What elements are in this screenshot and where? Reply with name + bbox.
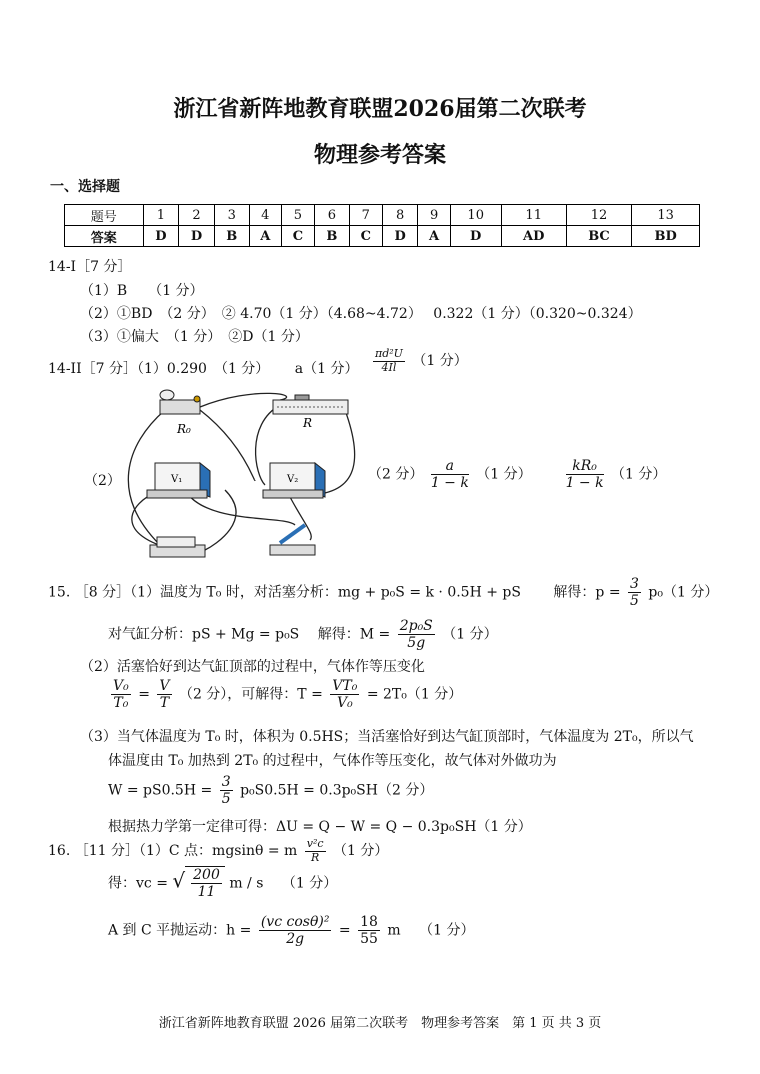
- q15-line: （3）当气体温度为 T₀ 时，体积为 0.5HS；当活塞恰好到达气缸顶部时，气体温度为 2T₀，所以气: [80, 729, 694, 745]
- document-subtitle: 物理参考答案: [313, 142, 446, 168]
- section-heading: 一、选择题: [50, 179, 120, 195]
- question-number-cell: 3: [214, 205, 249, 226]
- question-number-cell: 4: [249, 205, 281, 226]
- label-v2: V₂: [287, 474, 299, 485]
- answer-cell: D: [143, 226, 179, 247]
- answer-cell: D: [179, 226, 215, 247]
- q14i-line: （3）①偏大 （1 分） ②D（1 分）: [80, 329, 309, 345]
- q14i-line: （1）B （1 分）: [80, 283, 204, 299]
- q15-line: （2）活塞恰好到达气缸顶部的过程中，气体作等压变化: [80, 659, 425, 675]
- q15-line: 15. ［8 分］（1）温度为 T₀ 时，对活塞分析：mg + p₀S = k · 0.5H + pS 解得：p = $\frac{3}{5}$ p₀（1 分）: [48, 576, 719, 610]
- question-number-cell: 12: [566, 205, 632, 226]
- question-number-cell: 10: [450, 205, 501, 226]
- q14i-heading: 14-I［7 分］: [48, 259, 132, 275]
- question-number-cell: 1: [143, 205, 179, 226]
- circuit-diagram: [105, 385, 365, 570]
- q16-line: 得：vc = √ $\frac{200}{11}$ m / s （1 分）: [108, 867, 338, 901]
- question-number-cell: 9: [418, 205, 450, 226]
- answer-table: [64, 204, 700, 247]
- question-number-cell: 5: [281, 205, 314, 226]
- page-footer: 浙江省新阵地教育联盟 2026 届第二次联考 物理参考答案 第 1 页 共 3 页: [158, 1016, 602, 1031]
- q14ii-formula: $\frac{\text{πd²U}}{4Il}$ （1 分）: [375, 347, 468, 374]
- label-r0: R₀: [177, 422, 191, 436]
- answer-cell: BD: [632, 226, 700, 247]
- question-number-cell: 11: [501, 205, 566, 226]
- answer-cell: BC: [566, 226, 632, 247]
- q15-line: $\frac{\text{V₀}}{\text{T₀}}$ = $\frac{V}{T}$ （2 分），可解得：T = $\frac{\text{VT₀}}{\text{V₀}}$ = 2T₀（1 分）: [113, 678, 463, 712]
- table-header-label: 题号: [65, 205, 144, 226]
- table-answer-label: 答案: [65, 226, 144, 247]
- question-number-cell: 8: [382, 205, 418, 226]
- q15-line: 根据热力学第一定律可得：ΔU = Q − W = Q − 0.3p₀SH（1 分）: [108, 819, 532, 835]
- answer-cell: B: [314, 226, 349, 247]
- answer-cell: D: [450, 226, 501, 247]
- q16-line: A 到 C 平抛运动：h = $\frac{\text{(vc cosθ)²}}{2g}$ = $\frac{18}{55}$ m （1 分）: [108, 914, 475, 948]
- q14ii-heading: 14-II［7 分］（1）0.290 （1 分） a（1 分）: [48, 361, 359, 377]
- q14ii-part2: （2）: [84, 473, 121, 489]
- resistor-r0-icon: [160, 390, 200, 414]
- answer-cell: D: [382, 226, 418, 247]
- q14i-line: （2）①BD （2 分） ② 4.70（1 分）（4.68~4.72） 0.322（1 分）（0.320~0.324）: [80, 306, 642, 322]
- q15-line: 对气缸分析：pS + Mg = p₀S 解得：M = $\frac{\text{2p₀S}}{5g}$ （1 分）: [108, 618, 498, 652]
- question-number-cell: 7: [349, 205, 382, 226]
- battery-icon: [150, 537, 205, 557]
- question-number-cell: 13: [632, 205, 700, 226]
- q15-line: W = pS0.5H = $\frac{3}{5}$ p₀S0.5H = 0.3p₀SH（2 分）: [108, 774, 434, 808]
- label-v1: V₁: [171, 474, 183, 485]
- answer-cell: B: [214, 226, 249, 247]
- answer-cell: A: [418, 226, 450, 247]
- question-number-cell: 2: [179, 205, 215, 226]
- answer-cell: C: [349, 226, 382, 247]
- q14ii-answers: （2 分） $\frac{a}{1 - k}$ （1 分） $\frac{\text{kR₀}}{1 - k}$ （1 分）: [368, 458, 667, 492]
- answer-cell: A: [249, 226, 281, 247]
- q15-line: 体温度由 T₀ 加热到 2T₀ 的过程中，气体作等压变化，故气体对外做功为: [108, 753, 557, 769]
- label-r: R: [303, 416, 313, 430]
- document-title: 浙江省新阵地教育联盟2026届第二次联考: [173, 96, 587, 122]
- answer-cell: C: [281, 226, 314, 247]
- rheostat-icon: [273, 395, 348, 414]
- question-number-cell: 6: [314, 205, 349, 226]
- q16-line: 16. ［11 分］（1）C 点：mgsinθ = m $\frac{\text{v²c}}{R}$ （1 分）: [48, 837, 389, 864]
- answer-cell: AD: [501, 226, 566, 247]
